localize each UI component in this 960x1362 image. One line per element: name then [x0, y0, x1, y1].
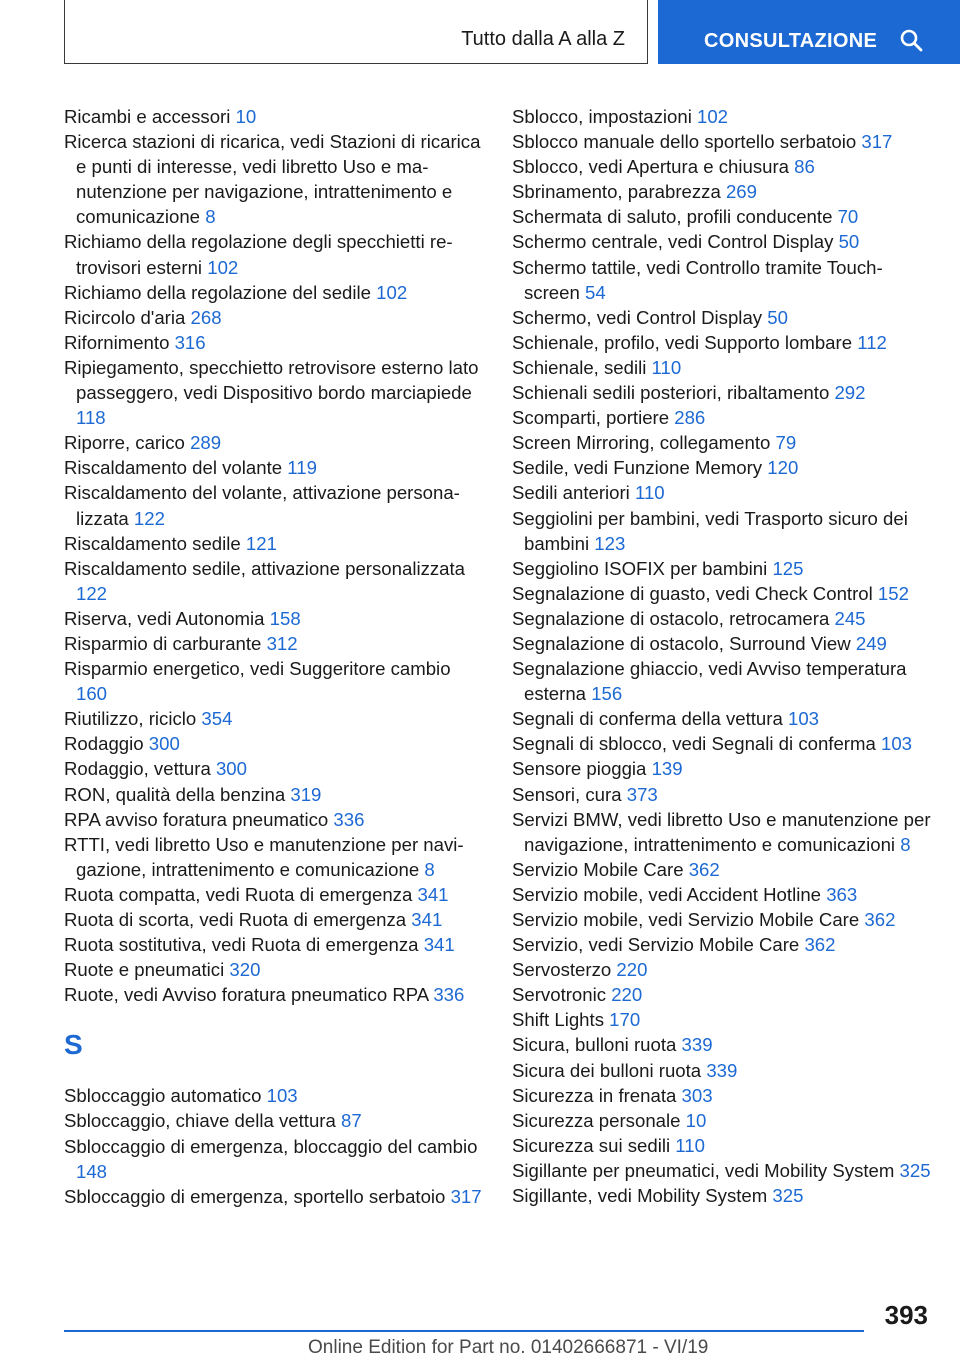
entry-text: Segnali di sblocco, vedi Segnali di conferma: [512, 733, 876, 755]
index-entry: [64, 606, 484, 631]
entry-text: Sensori, cura: [512, 783, 622, 805]
index-entry: [512, 430, 932, 455]
page-reference-link[interactable]: 339: [706, 1059, 738, 1081]
entry-text: Sblocco, impostazioni: [512, 106, 692, 127]
page-reference-link[interactable]: 341: [417, 883, 449, 905]
entry-text: Ricircolo d'aria: [64, 306, 186, 328]
index-entry: [512, 1133, 932, 1158]
page-reference-link[interactable]: 103: [787, 708, 820, 730]
entry-text: Sedile, vedi Funzione Memory: [512, 457, 763, 479]
index-entry: [512, 380, 932, 405]
index-column-left: [64, 104, 484, 1209]
page-reference-link[interactable]: 152: [877, 582, 909, 604]
entry-text: Ruota sostitutiva, vedi Ruota di emergenza: [64, 934, 419, 956]
index-entry: [64, 129, 484, 229]
index-entry: [64, 355, 484, 430]
index-entry: [512, 179, 932, 204]
page-number: 393: [884, 1300, 928, 1330]
page-reference-link[interactable]: 320: [229, 959, 261, 981]
index-entry: [64, 932, 484, 957]
entry-text: Segnali di conferma della vettura: [512, 708, 783, 730]
page-reference-link[interactable]: 160: [76, 683, 108, 705]
index-entry: [64, 480, 484, 530]
index-entry: [512, 581, 932, 606]
page-reference-link[interactable]: 122: [133, 507, 165, 529]
page-reference-link[interactable]: 220: [611, 984, 643, 1006]
index-entry: [64, 1134, 484, 1184]
page-reference-link[interactable]: 354: [201, 708, 233, 730]
index-entry: [512, 1083, 932, 1108]
page-reference-link[interactable]: 312: [266, 632, 298, 654]
page-reference-link[interactable]: 268: [190, 306, 222, 328]
entry-text: Sbloccaggio automatico: [64, 1085, 262, 1107]
page-reference-link[interactable]: 362: [804, 934, 836, 956]
index-entry: [512, 1158, 932, 1183]
page-reference-link[interactable]: 139: [651, 758, 683, 780]
page-reference-link[interactable]: 102: [697, 106, 729, 127]
page-reference-link[interactable]: 249: [855, 632, 887, 654]
entry-text: Ricambi e accessori: [64, 106, 231, 127]
index-entry: [512, 807, 932, 857]
page-reference-link[interactable]: 121: [245, 532, 277, 554]
index-entry: [64, 706, 484, 731]
entry-text: Servizio, vedi Servizio Mobile Care: [512, 934, 800, 956]
index-entry: [512, 731, 932, 756]
entry-text: Servotronic: [512, 984, 607, 1006]
entry-text: Sicurezza in frenata: [512, 1084, 677, 1106]
entry-text: Sbloccaggio di emergenza, sportello serbatoio: [64, 1185, 446, 1207]
entries-r: [64, 104, 484, 1007]
index-entry: [512, 506, 932, 556]
entry-text: Segnalazione di guasto, vedi Check Control: [512, 582, 873, 604]
index-entry: [512, 1007, 932, 1032]
index-entry: [64, 807, 484, 832]
page-reference-link[interactable]: 373: [626, 783, 658, 805]
index-entry: [512, 330, 932, 355]
index-entry: [64, 656, 484, 706]
entry-text: Shift Lights: [512, 1009, 604, 1031]
index-entry: [64, 957, 484, 982]
page-reference-link[interactable]: 50: [767, 306, 788, 328]
entry-text: Sbloccaggio di emergenza, bloccaggio del cambio: [64, 1135, 478, 1157]
entry-text: Sblocco manuale dello sportello serbatoio: [512, 131, 857, 153]
index-entry: [512, 204, 932, 229]
page-reference-link[interactable]: 148: [76, 1160, 108, 1182]
page-reference-link[interactable]: 325: [772, 1185, 804, 1207]
page-reference-link[interactable]: 70: [837, 206, 859, 228]
page-reference-link[interactable]: 86: [794, 156, 815, 178]
entry-text: Richiamo della regolazione degli specchietti retrovisori esterni: [64, 231, 453, 278]
index-entry: [64, 280, 484, 305]
header-section-box: [64, 0, 648, 64]
page-reference-link[interactable]: 362: [688, 858, 720, 880]
entry-text: Servizio mobile, vedi Accident Hotline: [512, 883, 822, 905]
index-entry: [512, 656, 932, 706]
page-reference-link[interactable]: 10: [685, 1109, 707, 1131]
index-entry: [64, 731, 484, 756]
index-entry: [512, 857, 932, 882]
index-entry: [512, 982, 932, 1007]
entry-text: Rodaggio, vettura: [64, 758, 211, 780]
page-reference-link[interactable]: 269: [725, 181, 757, 203]
index-entry: [64, 756, 484, 781]
entry-text: Risparmio energetico, vedi Suggeritore cambio: [64, 658, 451, 680]
index-entry: [512, 480, 932, 505]
index-entry: [64, 531, 484, 556]
index-entry: [512, 556, 932, 581]
page-reference-link[interactable]: 317: [450, 1185, 482, 1207]
index-entry: [64, 330, 484, 355]
entries-s: [64, 1083, 484, 1208]
page-reference-link[interactable]: 110: [651, 356, 682, 378]
index-entry: [64, 982, 484, 1007]
page-reference-link[interactable]: 292: [834, 382, 866, 404]
index-entry: [64, 882, 484, 907]
page-reference-link[interactable]: 87: [341, 1110, 362, 1132]
page-reference-link[interactable]: 339: [681, 1034, 713, 1056]
page-reference-link[interactable]: 363: [826, 883, 858, 905]
entry-text: Rifornimento: [64, 331, 170, 353]
entry-text: Schienali sedili posteriori, ribaltamento: [512, 382, 830, 404]
entry-text: Sigillante per pneumatici, vedi Mobility System: [512, 1159, 895, 1181]
index-entry: [512, 1032, 932, 1057]
page-reference-link[interactable]: 319: [290, 783, 322, 805]
entry-text: RON, qualità della benzina: [64, 783, 286, 805]
entry-text: Riscaldamento sedile, attivazione personalizzata: [64, 557, 466, 579]
index-entry: [512, 907, 932, 932]
entry-text: RTTI, vedi libretto Uso e manutenzione per navigazione, intrattenimento e comunicazione: [64, 833, 464, 880]
index-entry: [512, 756, 932, 781]
entry-text: Sigillante, vedi Mobility System: [512, 1185, 768, 1207]
entry-text: Sbrinamento, parabrezza: [512, 181, 721, 203]
entry-text: Servizi BMW, vedi libretto Uso e manutenzione per navigazione, intrattenimento e comunicazioni: [512, 808, 931, 855]
entry-text: Schienale, profilo, vedi Supporto lombare: [512, 331, 853, 353]
entry-text: RPA avviso foratura pneumatico: [64, 808, 329, 830]
page-reference-link[interactable]: 300: [148, 733, 180, 755]
page-reference-link[interactable]: 336: [333, 808, 365, 830]
page-reference-link[interactable]: 158: [269, 607, 301, 629]
entry-text: Ricerca stazioni di ricarica, vedi Stazioni di ricarica e punti di interesse, vedi libretto Uso e manutenzione per navigazione, intrattenimento e comunicazione: [64, 131, 481, 228]
entry-text: Schermo, vedi Control Display: [512, 306, 763, 328]
entry-text: Schermo centrale, vedi Control Display: [512, 231, 834, 253]
entry-text: Sicura, bulloni ruota: [512, 1034, 677, 1056]
index-entry: [64, 556, 484, 606]
section-letter-heading: S: [64, 1029, 83, 1061]
page-reference-link[interactable]: 8: [424, 858, 435, 880]
index-entry: [64, 455, 484, 480]
page-reference-link[interactable]: 362: [864, 909, 896, 930]
index-entry: [64, 832, 484, 882]
page-reference-link[interactable]: 341: [423, 934, 455, 956]
index-entry: [512, 154, 932, 179]
index-entry: [512, 455, 932, 480]
page-reference-link[interactable]: 125: [772, 557, 804, 579]
page-reference-link[interactable]: 10: [235, 106, 257, 127]
entry-text: Ruote, vedi Avviso foratura pneumatico RPA: [64, 984, 429, 1006]
index-entry: [64, 631, 484, 656]
tab-label: CONSULTAZIONE: [704, 29, 878, 52]
consultazione-tab[interactable]: [658, 0, 960, 64]
page-reference-link[interactable]: 317: [861, 131, 893, 153]
footer-divider: [64, 1330, 864, 1332]
page-reference-link[interactable]: 289: [190, 432, 222, 454]
index-entry: [64, 1083, 484, 1108]
section-title: Tutto dalla A alla Z: [461, 28, 625, 50]
page-reference-link[interactable]: 123: [594, 532, 626, 554]
index-entry: [64, 305, 484, 330]
index-entry: [512, 1108, 932, 1133]
index-entry: [512, 606, 932, 631]
page-reference-link[interactable]: 341: [411, 909, 443, 930]
page-reference-link[interactable]: 102: [376, 281, 408, 303]
index-entry: [64, 104, 484, 129]
entry-text: Segnalazione ghiaccio, vedi Avviso temperatura esterna: [512, 658, 907, 705]
page-reference-link[interactable]: 8: [205, 206, 216, 228]
entries-s-continued: [512, 104, 932, 1208]
entry-text: Servizio Mobile Care: [512, 858, 684, 880]
entry-text: Servizio mobile, vedi Servizio Mobile Care: [512, 909, 860, 930]
page-reference-link[interactable]: 103: [881, 733, 913, 755]
page-reference-link[interactable]: 316: [174, 331, 206, 353]
entry-text: Segnalazione di ostacolo, Surround View: [512, 632, 851, 654]
index-entry: [512, 405, 932, 430]
page-reference-link[interactable]: 286: [674, 407, 706, 429]
page-reference-link[interactable]: 103: [266, 1085, 298, 1107]
entry-text: Sicura dei bulloni ruota: [512, 1059, 702, 1081]
page-reference-link[interactable]: 8: [900, 833, 911, 855]
entry-text: Ruota compatta, vedi Ruota di emergenza: [64, 883, 413, 905]
footer-edition-text: Online Edition for Part no. 01402666871 - VI/19: [308, 1337, 709, 1358]
page-reference-link[interactable]: 336: [433, 984, 465, 1006]
page-reference-link[interactable]: 122: [76, 582, 108, 604]
index-entry: [512, 706, 932, 731]
search-icon[interactable]: [899, 12, 923, 52]
entry-text: Sbloccaggio, chiave della vettura: [64, 1110, 336, 1132]
entry-text: Sedili anteriori: [512, 482, 630, 504]
entry-text: Screen Mirroring, collegamento: [512, 432, 771, 454]
entry-text: Sblocco, vedi Apertura e chiusura: [512, 156, 789, 178]
index-entry: [512, 229, 932, 254]
entry-text: Seggiolini per bambini, vedi Trasporto sicuro dei bambini: [512, 507, 908, 554]
entry-text: Seggiolino ISOFIX per bambini: [512, 557, 768, 579]
index-entry: [512, 957, 932, 982]
page-reference-link[interactable]: 110: [675, 1134, 705, 1156]
page-reference-link[interactable]: 118: [76, 407, 106, 429]
index-entry: [64, 1108, 484, 1133]
index-entry: [512, 782, 932, 807]
index-entry: [64, 782, 484, 807]
entry-text: Ruota di scorta, vedi Ruota di emergenza: [64, 909, 407, 930]
entry-text: Sicurezza sui sedili: [512, 1134, 671, 1156]
index-entry: [64, 1184, 484, 1209]
page-reference-link[interactable]: 54: [584, 281, 606, 303]
entry-text: Servosterzo: [512, 959, 612, 981]
entry-text: Ripiegamento, specchietto retrovisore esterno lato passeggero, vedi Dispositivo bordo marciapiede: [64, 356, 479, 404]
index-entry: [512, 1183, 932, 1208]
page-reference-link[interactable]: 303: [681, 1084, 713, 1106]
entry-text: Segnalazione di ostacolo, retrocamera: [512, 607, 830, 629]
page-reference-link[interactable]: 170: [609, 1009, 641, 1031]
index-entry: [64, 430, 484, 455]
page-reference-link[interactable]: 112: [857, 331, 887, 353]
page-reference-link[interactable]: 110: [635, 482, 665, 504]
page-reference-link[interactable]: 300: [215, 758, 247, 780]
index-entry: [512, 1058, 932, 1083]
entry-text: Riserva, vedi Autonomia: [64, 607, 265, 629]
page-reference-link[interactable]: 156: [591, 683, 623, 705]
entry-text: Riscaldamento sedile: [64, 532, 241, 554]
index-entry: [512, 932, 932, 957]
entry-text: Rodaggio: [64, 733, 144, 755]
index-entry: [512, 882, 932, 907]
entry-text: Riporre, carico: [64, 432, 185, 454]
entry-text: Schermo tattile, vedi Controllo tramite Touchscreen: [512, 256, 883, 303]
index-entry: [512, 129, 932, 154]
entry-text: Sicurezza personale: [512, 1109, 681, 1131]
entry-text: Schermata di saluto, profili conducente: [512, 206, 833, 228]
index-entry: [64, 229, 484, 279]
index-entry: [512, 305, 932, 330]
entry-text: Richiamo della regolazione del sedile: [64, 281, 371, 303]
index-entry: [512, 104, 932, 129]
page-reference-link[interactable]: 120: [767, 457, 799, 479]
index-entry: [512, 355, 932, 380]
index-entry: [64, 907, 484, 932]
entry-text: Ruote e pneumatici: [64, 959, 225, 981]
page-reference-link[interactable]: 102: [207, 256, 239, 278]
page-reference-link[interactable]: 220: [616, 959, 648, 981]
entry-text: Scomparti, portiere: [512, 407, 670, 429]
entry-text: Riscaldamento del volante, attivazione personalizzata: [64, 482, 460, 529]
entry-text: Sensore pioggia: [512, 758, 647, 780]
page-reference-link[interactable]: 245: [834, 607, 866, 629]
entry-text: Riutilizzo, riciclo: [64, 708, 197, 730]
entry-text: Riscaldamento del volante: [64, 457, 283, 479]
page-reference-link[interactable]: 119: [287, 457, 317, 479]
page-reference-link[interactable]: 50: [838, 231, 860, 253]
entry-text: Schienale, sedili: [512, 356, 647, 378]
page-reference-link[interactable]: 79: [775, 432, 797, 454]
entry-text: Risparmio di carburante: [64, 632, 262, 654]
index-entry: [512, 255, 932, 305]
index-column-right: [512, 104, 932, 1208]
index-entry: [512, 631, 932, 656]
page-reference-link[interactable]: 325: [899, 1159, 931, 1181]
